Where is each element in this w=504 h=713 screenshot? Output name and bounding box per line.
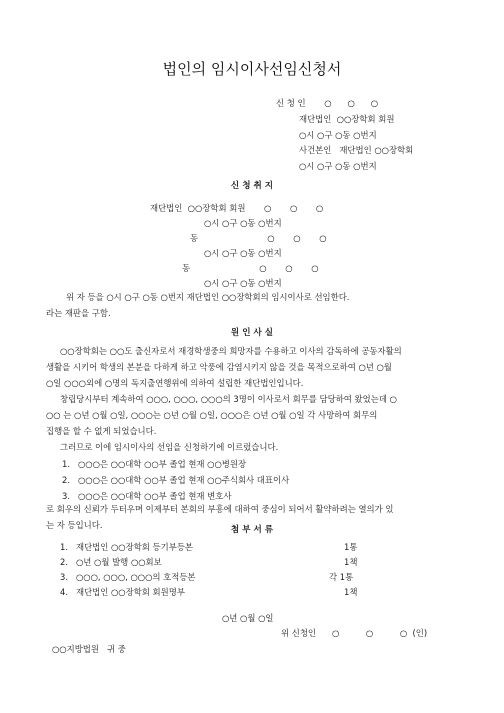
paragraph-line: ○○ 는 ○년 ○월 ○일, ○○○는 ○년 ○월 ○일, ○○○은 ○년 ○월 ○일 각 사망하여 회무의 (46, 410, 378, 421)
applicant-name: 신 청 인 ○ ○ ○ (276, 98, 379, 108)
applicant-signature: 위 신청인 ○ ○ ○ (인) (281, 628, 428, 638)
purpose-request: 위 자 등을 ○시 ○구 ○동 ○번지 재단법인 ○○장학회의 임시이사로 선임한다. (66, 292, 350, 302)
applicant-membership: 재단법인 ○○장학회 회원 (299, 114, 395, 124)
attachment-qty: 1책 (344, 587, 358, 597)
cause-paragraph-1 (46, 343, 470, 392)
filing-date: ○년 ○월 ○일 (222, 613, 274, 623)
purpose-line: 동 ○ ○ ○ (190, 233, 327, 243)
purpose-line: ○시 ○구 ○동 ○번지 (204, 218, 282, 228)
candidate-item: 2. ○○○은 ○○대학 ○○부 졸업 현재 ○○주식회사 대표이사 (62, 475, 290, 485)
case-principal: 사건본인 재단법인 ○○장학회 (299, 145, 414, 155)
cause-paragraph-2 (46, 391, 470, 440)
candidate-item: 3. ○○○은 ○○대학 ○○부 졸업 현재 변호사 (62, 491, 232, 501)
paragraph-line: ○○장학회는 ○○도 출신자로서 재경학생중의 희망자를 수용하고 이사의 감독하에 공동자활의 (60, 346, 402, 356)
cause-paragraph-3: 그러므로 이에 임시이사의 선임을 신청하기에 이르렀습니다. (60, 442, 279, 452)
case-principal-address: ○시 ○구 ○동 ○번지 (299, 161, 377, 171)
purpose-line: ○시 ○구 ○동 ○번지 (204, 248, 282, 258)
attachment-qty: 1책 (344, 557, 358, 567)
attachment-name: 1. 재단법인 ○○장학회 등기부등본 (60, 542, 193, 552)
purpose-line: ○시 ○구 ○동 ○번지 (204, 278, 282, 288)
purpose-line: 동 ○ ○ ○ (182, 263, 319, 273)
attachment-qty: 각 1통 (329, 572, 354, 582)
attachment-name: 3. ○○○, ○○○, ○○○의 호적등본 (60, 572, 196, 582)
paragraph-line: 생활을 시키어 학생의 본분을 다하게 하고 악풍에 감염시키지 않을 것을 목적으로하여 ○년 ○월 (46, 362, 392, 373)
paragraph-line: 창립당시부터 계속하여 ○○○, ○○○, ○○○의 3명이 이사로서 회무를 담당하여 왔었는데 ○ (60, 394, 397, 404)
paragraph-line: 집행을 할 수 없게 되었습니다. (46, 426, 157, 437)
paragraph-line: 로 회우의 신뢰가 두터우며 이제부터 본회의 부흥에 대하여 중심이 되어서 활약하려는 열의가 있 (46, 504, 394, 514)
candidate-item: 1. ○○○은 ○○대학 ○○부 졸업 현재 ○○병원장 (62, 459, 247, 469)
paragraph-line: ○일 ○○○외에 ○명의 독지출연행위에 의하여 설립한 재단법인입니다. (46, 378, 304, 389)
cause-heading: 원 인 사 실 (230, 328, 274, 338)
document-title: 법인의 임시이사선임신청서 (162, 60, 342, 78)
attachments-heading: 첨 부 서 류 (230, 525, 274, 535)
attachment-name: 4. 재단법인 ○○장학회 회원명부 (60, 587, 185, 597)
applicant-address: ○시 ○구 ○동 ○번지 (299, 130, 377, 140)
court-addressee: ○○지방법원 귀 중 (52, 644, 126, 654)
attachment-qty: 1통 (344, 542, 358, 552)
purpose-request-end: 라는 재판을 구함. (46, 308, 111, 318)
attachment-name: 2. ○년 ○월 발행 ○○회보 (60, 557, 162, 567)
purpose-heading: 신 청 취 지 (230, 181, 274, 191)
paragraph-line: 는 자 등입니다. (46, 520, 103, 531)
purpose-line: 재단법인 ○○장학회 회원 ○ ○ ○ (150, 203, 324, 213)
